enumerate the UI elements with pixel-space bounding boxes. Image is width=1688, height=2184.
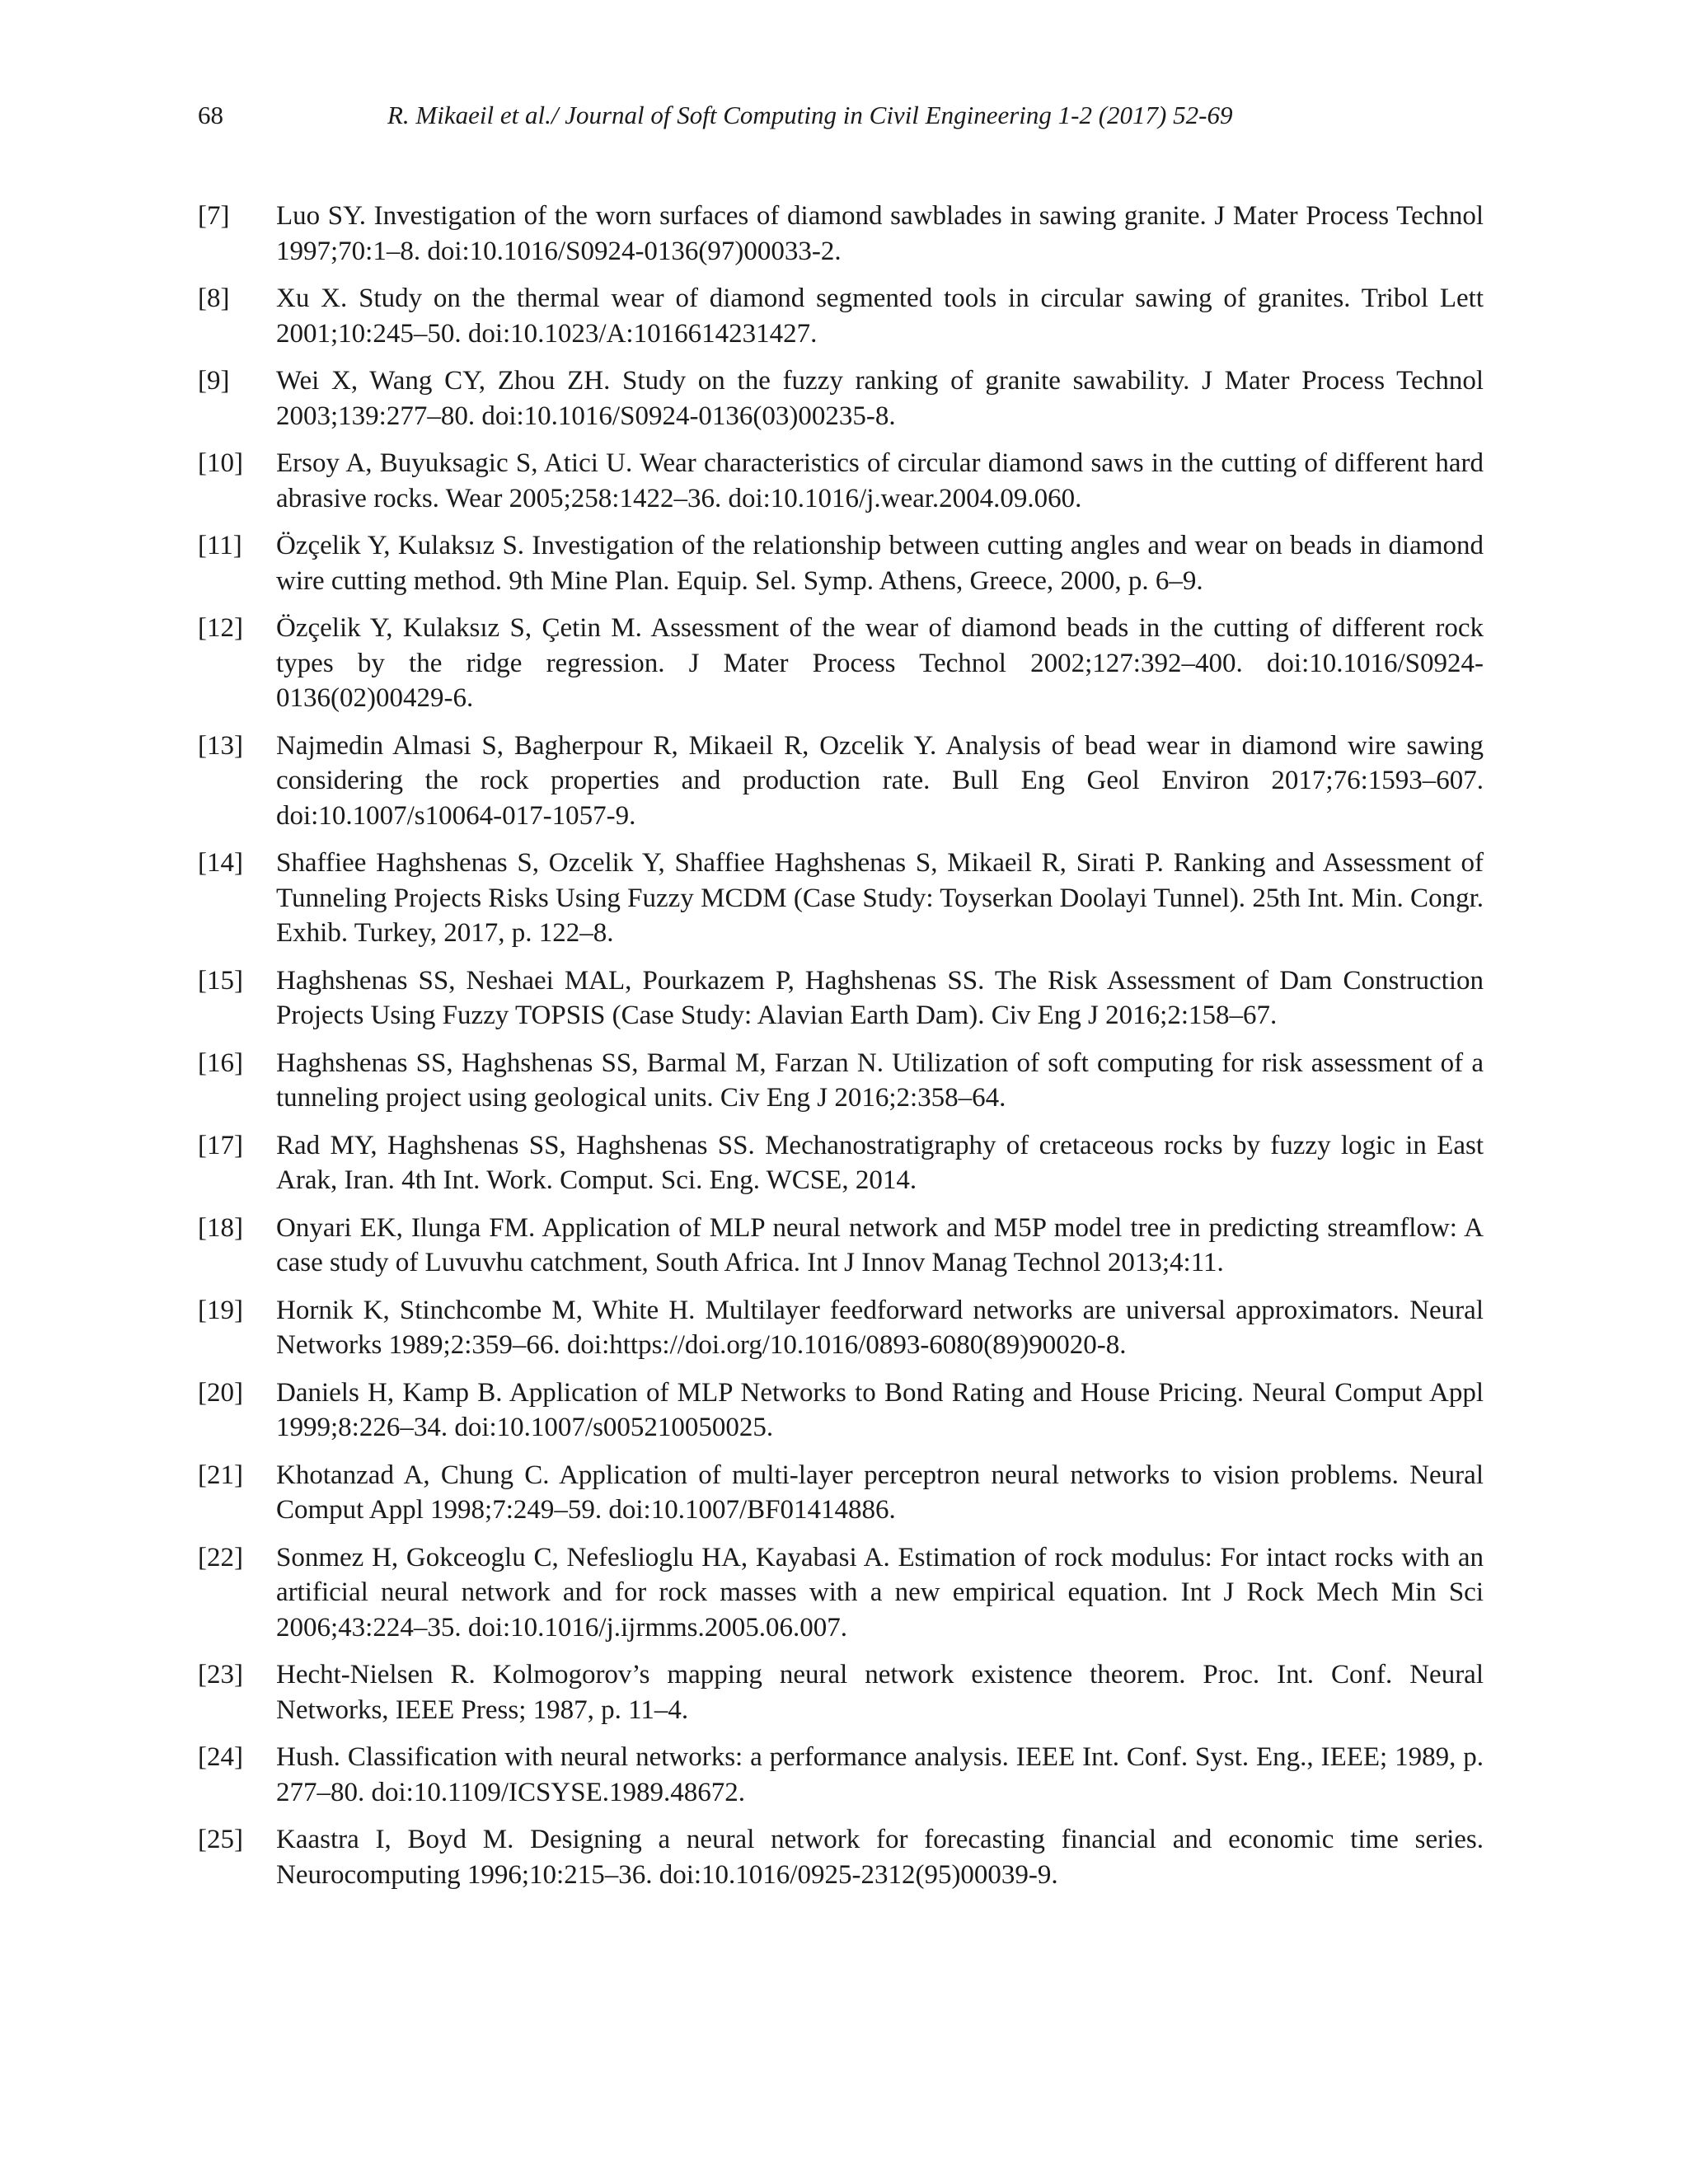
reference-number: [22] <box>198 1542 243 1572</box>
reference-text: Daniels H, Kamp B. Application of MLP Networks to Bond Rating and House Pricing. Neural Comput Appl 1999;8:226–34. doi:10.1007/s005210050025. <box>276 1377 1484 1442</box>
reference-item <box>198 363 1484 434</box>
reference-number: [24] <box>198 1742 243 1772</box>
reference-text: Shaffiee Haghshenas S, Ozcelik Y, Shaffiee Haghshenas S, Mikaeil R, Sirati P. Ranking and Assessment of Tunneling Projects Risks Using Fuzzy MCDM (Case Study: Toyserkan Doolayi Tunnel). 25th Int. Min. Congr. Exhib. Turkey, 2017, p. 122–8. <box>276 848 1484 948</box>
reference-number: [14] <box>198 848 243 878</box>
reference-item <box>198 729 1484 834</box>
reference-number: [25] <box>198 1825 243 1854</box>
reference-item <box>198 846 1484 951</box>
reference-text: Najmedin Almasi S, Bagherpour R, Mikaeil R, Ozcelik Y. Analysis of bead wear in diamond wire sawing considering the rock properties and production rate. Bull Eng Geol Environ 2017;76:1593–607. doi:10.1007/s10064-017-1057-9. <box>276 730 1484 831</box>
reference-item <box>198 1657 1484 1727</box>
reference-list <box>198 199 1484 1905</box>
reference-text: Ersoy A, Buyuksagic S, Atici U. Wear characteristics of circular diamond saws in the cutting of different hard abrasive rocks. Wear 2005;258:1422–36. doi:10.1016/j.wear.2004.09.060. <box>276 448 1484 513</box>
reference-number: [20] <box>198 1377 243 1408</box>
reference-number: [21] <box>198 1460 243 1490</box>
reference-number: [12] <box>198 613 243 643</box>
reference-item <box>198 281 1484 351</box>
reference-text: Haghshenas SS, Neshaei MAL, Pourkazem P, Haghshenas SS. The Risk Assessment of Dam Construction Projects Using Fuzzy TOPSIS (Case Study: Alavian Earth Dam). Civ Eng J 2016;2:158–67. <box>276 965 1484 1030</box>
reference-number: [19] <box>198 1295 243 1325</box>
reference-item <box>198 1540 1484 1646</box>
reference-item <box>198 1822 1484 1892</box>
reference-number: [9] <box>198 366 230 396</box>
reference-item <box>198 1211 1484 1281</box>
reference-item <box>198 1376 1484 1446</box>
reference-number: [13] <box>198 730 243 761</box>
reference-item <box>198 1293 1484 1363</box>
reference-text: Rad MY, Haghshenas SS, Haghshenas SS. Mechanostratigraphy of cretaceous rocks by fuzzy logic in East Arak, Iran. 4th Int. Work. Comput. Sci. Eng. WCSE, 2014. <box>276 1130 1484 1195</box>
reference-text: Sonmez H, Gokceoglu C, Nefeslioglu HA, Kayabasi A. Estimation of rock modulus: For intact rocks with an artificial neural network and for rock masses with a new empirical equation. Int J Rock Mech Min Sci 2006;43:224–35. doi:10.1016/j.ijrmms.2005.06.007. <box>276 1542 1484 1643</box>
reference-number: [11] <box>198 531 242 560</box>
reference-text: Hornik K, Stinchcombe M, White H. Multilayer feedforward networks are universal approximators. Neural Networks 1989;2:359–66. doi:https://doi.org/10.1016/0893-6080(89)90020-8. <box>276 1295 1484 1360</box>
reference-number: [8] <box>198 284 230 313</box>
reference-number: [10] <box>198 448 243 478</box>
reference-text: Luo SY. Investigation of the worn surfaces of diamond sawblades in sawing granite. J Mater Process Technol 1997;70:1–8. doi:10.1016/S0924-0136(97)00033-2. <box>276 201 1484 266</box>
reference-number: [16] <box>198 1047 243 1078</box>
reference-item <box>198 1458 1484 1528</box>
reference-item <box>198 611 1484 716</box>
reference-text: Khotanzad A, Chung C. Application of multi-layer perceptron neural networks to vision problems. Neural Comput Appl 1998;7:249–59. doi:10.1007/BF01414886. <box>276 1460 1484 1525</box>
reference-item <box>198 446 1484 516</box>
reference-number: [7] <box>198 201 230 231</box>
reference-number: [18] <box>198 1212 243 1243</box>
reference-item <box>198 528 1484 598</box>
reference-text: Hecht-Nielsen R. Kolmogorov’s mapping neural network existence theorem. Proc. Int. Conf. Neural Networks, IEEE Press; 1987, p. 11–4. <box>276 1660 1484 1725</box>
reference-item <box>198 1046 1484 1116</box>
reference-text: Kaastra I, Boyd M. Designing a neural network for forecasting financial and economic time series. Neurocomputing 1996;10:215–36. doi:10.1016/0925-2312(95)00039-9. <box>276 1825 1484 1890</box>
reference-number: [17] <box>198 1130 243 1160</box>
reference-item <box>198 1128 1484 1198</box>
running-head: R. Mikaeil et al./ Journal of Soft Computing in Civil Engineering 1-2 (2017) 52-69 <box>387 101 1233 129</box>
reference-text: Onyari EK, Ilunga FM. Application of MLP neural network and M5P model tree in predicting streamflow: A case study of Luvuvhu catchment, South Africa. Int J Innov Manag Technol 2013;4:11. <box>276 1212 1484 1277</box>
reference-item <box>198 1740 1484 1810</box>
reference-text: Hush. Classification with neural networks: a performance analysis. IEEE Int. Conf. Syst. Eng., IEEE; 1989, p. 277–80. doi:10.1109/ICSYSE.1989.48672. <box>276 1742 1484 1807</box>
reference-number: [15] <box>198 965 243 996</box>
reference-text: Haghshenas SS, Haghshenas SS, Barmal M, Farzan N. Utilization of soft computing for risk assessment of a tunneling project using geological units. Civ Eng J 2016;2:358–64. <box>276 1047 1484 1113</box>
reference-text: Özçelik Y, Kulaksız S, Çetin M. Assessment of the wear of diamond beads in the cutting of different rock types by the ridge regression. J Mater Process Technol 2002;127:392–400. doi:10.1016/S0924-0136(02)00429-6. <box>276 613 1484 713</box>
reference-text: Wei X, Wang CY, Zhou ZH. Study on the fuzzy ranking of granite sawability. J Mater Process Technol 2003;139:277–80. doi:10.1016/S0924-0136(03)00235-8. <box>276 366 1484 431</box>
reference-text: Özçelik Y, Kulaksız S. Investigation of the relationship between cutting angles and wear on beads in diamond wire cutting method. 9th Mine Plan. Equip. Sel. Symp. Athens, Greece, 2000, p. 6–9. <box>276 531 1484 596</box>
page-number: 68 <box>198 101 223 129</box>
reference-item <box>198 963 1484 1033</box>
reference-number: [23] <box>198 1660 243 1690</box>
reference-item <box>198 199 1484 269</box>
reference-text: Xu X. Study on the thermal wear of diamond segmented tools in circular sawing of granites. Tribol Lett 2001;10:245–50. doi:10.1023/A:1016614231427. <box>276 284 1484 349</box>
